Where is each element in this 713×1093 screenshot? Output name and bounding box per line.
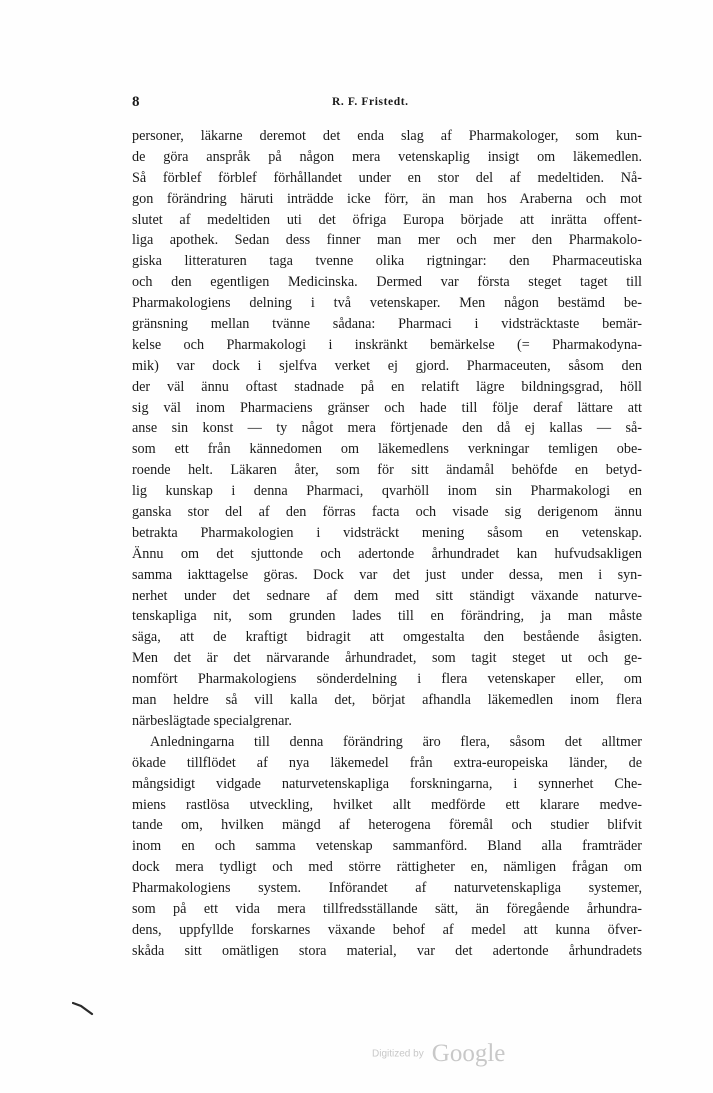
google-wordmark: Google (431, 1040, 506, 1067)
text-line: roende helt. Läkaren åter, som för sitt ändamål behöfde en betyd- (132, 462, 642, 479)
text-line: och den egentligen Medicinska. Dermed var första steget taget till (132, 274, 642, 291)
text-line: tande om, hvilken mängd af heterogena föremål och studier blifvit (132, 817, 642, 834)
running-head: R. F. Fristedt. (332, 96, 409, 108)
text-line: betrakta Pharmakologien i vidsträckt mening såsom en vetenskap. (132, 524, 642, 541)
page-header (132, 94, 642, 116)
text-line: slutet af medeltiden uti det öfriga Europa började att inrätta offent- (132, 211, 642, 228)
text-line: liga apothek. Sedan dess finner man mer och mer den Pharmakolo- (132, 232, 642, 249)
text-line: kelse och Pharmakologi i inskränkt bemärkelse (= Pharmakodyna- (132, 336, 642, 353)
text-line: Pharmakologiens system. Införandet af naturvetenskapliga systemer, (132, 880, 642, 897)
text-line: nerhet under det sednare af dem med sitt ständigt växande naturve- (132, 587, 642, 604)
paragraph-end-line: närbeslägtade specialgrenar. (132, 712, 292, 729)
text-line: som på ett vida mera tillfredsställande sätt, än föregående århundra- (132, 900, 642, 917)
page-number: 8 (132, 94, 140, 110)
text-line: säga, att de kraftigt bidragit att omgestalta den bestående åsigten. (132, 629, 642, 646)
stray-pen-mark (72, 1000, 94, 1016)
text-line: sig väl inom Pharmaciens gränser och hade till följe deraf lättare att (132, 399, 642, 416)
text-line: personer, läkarne deremot det enda slag af Pharmakologer, som kun- (132, 128, 642, 144)
text-line: gränsning mellan tvänne sådana: Pharmaci i vidsträcktaste bemär- (132, 316, 642, 333)
paragraph-start-line: Anledningarna till denna förändring äro flera, såsom det alltmer (150, 733, 642, 750)
text-line: tenskapliga nit, som grunden lades till en förändring, ja man måste (132, 608, 642, 625)
text-line: inom en och samma vetenskap sammanförd. Bland alla framträder (132, 838, 642, 855)
text-line: de göra anspråk på någon mera vetenskaplig insigt om läkemedlen. (132, 148, 642, 165)
text-line: Men det är det närvarande århundradet, som tagit steget ut och ge- (132, 650, 642, 667)
text-line: som ett från kännedomen om läkemedlens verkningar temligen obe- (132, 441, 642, 458)
text-line: samma iakttagelse göras. Dock var det just under dessa, men i syn- (132, 566, 642, 583)
digitized-by-label: Digitized by (372, 1048, 424, 1060)
digitization-watermark (372, 1040, 505, 1070)
text-line: mångsidigt vidgade naturvetenskapliga forskningarna, i synnerhet Che- (132, 775, 642, 792)
text-line: der väl ännu oftast stadnade på en relatift lägre bildningsgrad, höll (132, 378, 642, 395)
text-line: nomfört Pharmakologiens sönderdelning i flera vetenskaper eller, om (132, 671, 642, 688)
text-line: dock mera tydligt och med större rättigheter en, nämligen frågan om (132, 859, 642, 876)
text-line: Ännu om det sjuttonde och adertonde århundradet kan hufvudsakligen (132, 545, 642, 562)
text-line: giska litteraturen taga tvenne olika rigtningar: den Pharmaceutiska (132, 253, 642, 270)
text-line: anse sin konst — ty något mera förtjenade den då ej kallas — så- (132, 420, 642, 437)
text-line: skåda sitt omätligen stora material, var det adertonde århundradets (132, 942, 642, 959)
text-line: man heldre så vill kalla det, börjat afhandla läkemedlen inom flera (132, 692, 642, 709)
text-line: lig kunskap i denna Pharmaci, qvarhöll inom sin Pharmakologi en (132, 483, 642, 500)
text-line: ganska stor del af den förras facta och visade sig derigenom ännu (132, 504, 642, 521)
text-line: miens rastlösa utveckling, hvilket allt medförde ett klarare medve- (132, 796, 642, 813)
body-text (132, 126, 642, 962)
text-line: dens, uppfyllde forskarnes växande behof af medel att kunna öfver- (132, 921, 642, 938)
text-line: Pharmakologiens delning i två vetenskaper. Men någon bestämd be- (132, 295, 642, 312)
text-line: ökade tillflödet af nya läkemedel från extra-europeiska länder, de (132, 754, 642, 771)
text-line: Så förblef förblef förhållandet under en stor del af medeltiden. Nå- (132, 169, 642, 186)
text-line: mik) var dock i sjelfva verket ej gjord. Pharmaceuten, såsom den (132, 357, 642, 374)
text-line: gon förändring häruti inträdde icke förr, än man hos Araberna och mot (132, 190, 642, 207)
